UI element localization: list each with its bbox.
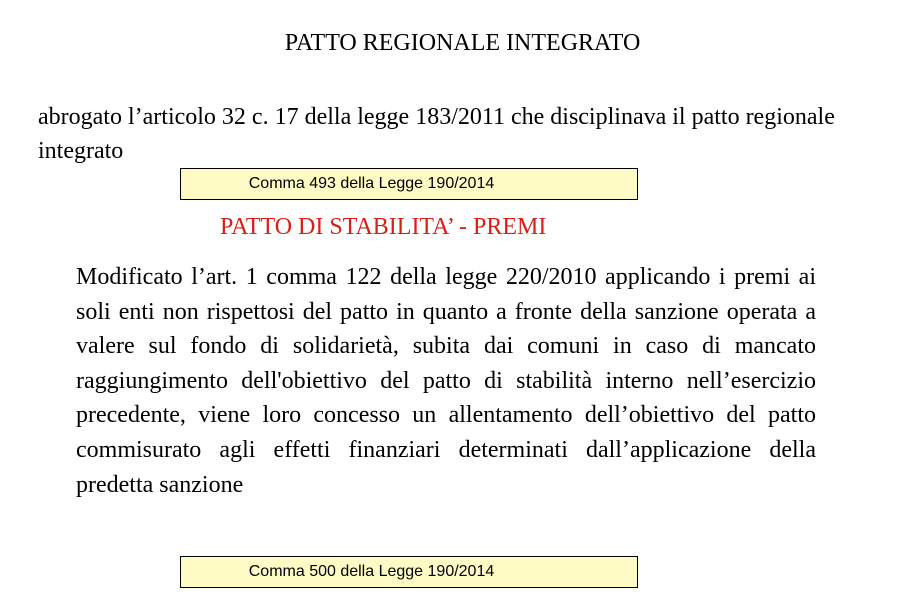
reference-box-comma-500 (180, 556, 638, 588)
slide-title: PATTO REGIONALE INTEGRATO (284, 30, 641, 56)
section2-text: Modificato l’art. 1 comma 122 della legge 220/2010 applicando i premi ai soli enti non rispettosi del patto in quanto a fronte della sanzione operata a valere sul fondo di solidarietà, subita dai comuni in caso di mancato raggiungimento dell'obiettivo del patto di stabilità interno nell’esercizio precedente, viene loro concesso un allentamento dell’obiettivo del patto commisurato agli effetti finanziari determinati dall’applicazione della predetta sanzione (76, 264, 816, 498)
reference-label: Comma 500 della Legge 190/2014 (248, 563, 495, 580)
section2-title: PATTO DI STABILITA’ - PREMI (220, 214, 547, 240)
reference-label: Comma 493 della Legge 190/2014 (248, 175, 495, 192)
section1-text: abrogato l’articolo 32 c. 17 della legge 183/2011 che disciplinava il patto regionale integrato (38, 104, 835, 164)
reference-box-comma-493 (180, 168, 638, 200)
